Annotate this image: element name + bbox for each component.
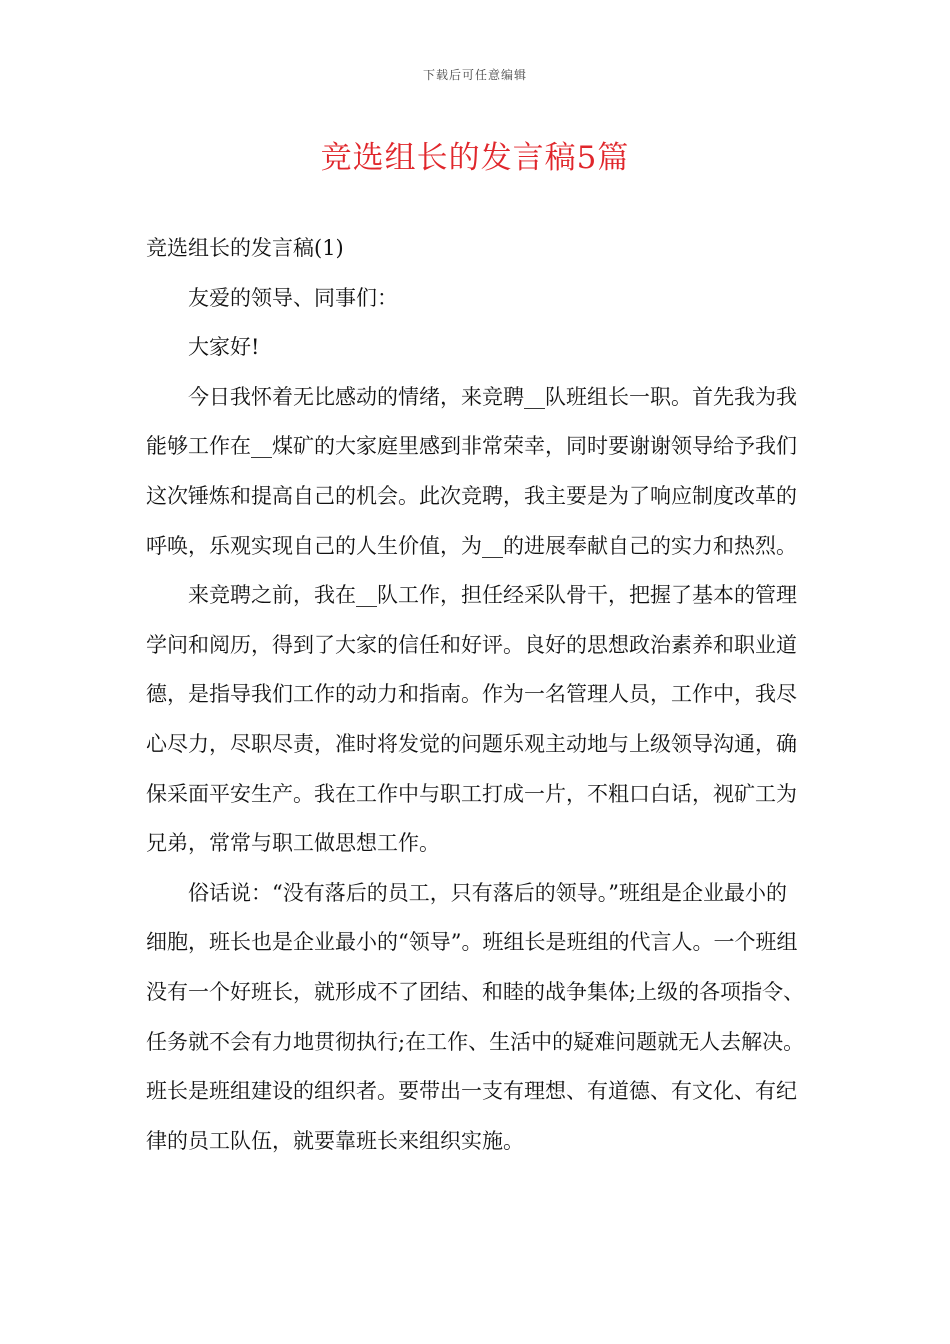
header-note: 下载后可任意编辑 [422, 68, 527, 82]
paragraph-greeting: 大家好! [188, 335, 260, 360]
paragraph: 今日我怀着无比感动的情绪，来竞聘__队班组长一职。首先我为我能够工作在__煤矿的大家庭里感到非常荣幸，同时要谢谢领导给予我们这次锤炼和提高自己的机会。此次竞聘，我主要是为了响应制度改革的呼唤，乐观实现自己的人生价值，为__的进展奉献自己的实力和热烈。 [146, 384, 797, 558]
paragraph-salutation: 友爱的领导、同事们： [188, 285, 398, 310]
paragraph: 俗话说：“没有落后的员工，只有落后的领导。”班组是企业最小的细胞，班长也是企业最小的“领导”。班组长是班组的代言人。一个班组没有一个好班长，就形成不了团结、和睦的战争集体;上级的各项指令、任务就不会有力地贯彻执行;在工作、生活中的疑难问题就无人去解决。班长是班组建设的组织者。要带出一支有理想、有道德、有文化、有纪律的员工队伍，就要靠班长来组织实施。 [146, 880, 805, 1153]
document-title: 竞选组长的发言稿5篇 [320, 140, 630, 176]
section-heading: 竞选组长的发言稿(1) [146, 236, 344, 260]
paragraph: 来竞聘之前，我在__队工作，担任经采队骨干，把握了基本的管理学问和阅历，得到了大家的信任和好评。良好的思想政治素养和职业道德，是指导我们工作的动力和指南。作为一名管理人员，工作中，我尽心尽力，尽职尽责，准时将发觉的问题乐观主动地与上级领导沟通，确保采面平安生产。我在工作中与职工打成一片，不粗口白话，视矿工为兄弟，常常与职工做思想工作。 [146, 583, 797, 856]
document-body [146, 224, 806, 1166]
